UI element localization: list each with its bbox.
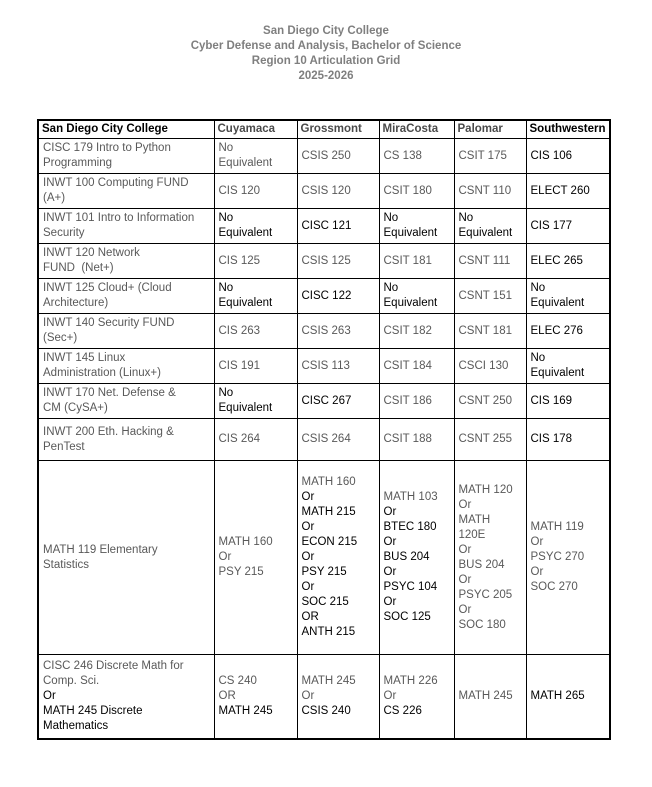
course-text: Or — [458, 573, 472, 586]
course-text: CSNT 255 — [458, 433, 512, 445]
grid-cell — [454, 655, 526, 739]
course-text: OR — [218, 689, 236, 702]
title-line-program: Cyber Defense and Analysis, Bachelor of Science — [190, 40, 462, 52]
course-text: Or — [530, 566, 544, 578]
table-row — [38, 279, 610, 314]
grid-cell — [379, 139, 454, 174]
course-text: PSYC 270 — [530, 551, 585, 563]
course-text: MATH 160 — [218, 536, 273, 548]
grid-cell — [379, 209, 454, 244]
course-text: ELECT 260 — [530, 184, 590, 197]
course-text: SOC 125 — [383, 611, 431, 623]
course-text: No — [218, 282, 234, 294]
course-text: Or — [458, 543, 472, 556]
table-row — [38, 209, 610, 244]
grid-cell — [526, 349, 610, 384]
course-text: CSIT 175 — [458, 149, 507, 162]
grid-cell — [38, 655, 214, 739]
column-header-southwestern: Southwestern — [526, 120, 610, 139]
course-text: INWT 145 Linux — [43, 352, 126, 364]
course-text: MATH — [458, 513, 491, 526]
header-row — [38, 120, 610, 139]
grid-cell — [526, 419, 610, 461]
course-text: Or — [301, 689, 315, 702]
course-text: CISC 121 — [301, 219, 352, 232]
grid-cell — [379, 349, 454, 384]
grid-cell — [214, 139, 297, 174]
grid-cell — [526, 244, 610, 279]
course-text: Or — [301, 491, 315, 503]
course-text: No — [530, 282, 546, 294]
grid-cell — [454, 384, 526, 419]
course-text: Or — [301, 521, 315, 533]
grid-cell — [297, 174, 379, 209]
grid-cell — [214, 461, 297, 655]
column-header-miracosta: MiraCosta — [379, 120, 454, 139]
grid-cell — [526, 174, 610, 209]
course-text: Or — [383, 566, 397, 578]
course-text: CSIS 120 — [301, 184, 351, 197]
grid-cell — [379, 419, 454, 461]
course-text: No — [383, 212, 399, 224]
course-text: INWT 120 Network — [43, 247, 140, 259]
course-text: Equivalent — [383, 227, 438, 239]
course-text: CSCI 130 — [458, 359, 509, 372]
grid-cell — [38, 139, 214, 174]
course-text: CSIT 188 — [383, 433, 432, 445]
grid-cell — [526, 461, 610, 655]
course-text: PenTest — [43, 440, 85, 453]
grid-cell — [38, 461, 214, 655]
course-text: Or — [458, 498, 472, 511]
grid-cell — [38, 209, 214, 244]
grid-cell — [214, 655, 297, 739]
grid-cell — [38, 384, 214, 419]
grid-cell — [214, 384, 297, 419]
course-text: Or — [530, 536, 544, 548]
course-text: INWT 100 Computing FUND — [43, 177, 189, 189]
course-text: CIS 191 — [218, 359, 261, 372]
grid-cell — [526, 384, 610, 419]
course-text: CSNT 250 — [458, 394, 512, 407]
course-text: CIS 120 — [218, 184, 261, 197]
course-text: CSNT 181 — [458, 324, 512, 337]
grid-cell — [454, 349, 526, 384]
course-text: CIS 169 — [530, 394, 573, 407]
course-text: CSIS 250 — [301, 149, 351, 162]
column-header-grossmont: Grossmont — [297, 120, 379, 139]
table-row — [38, 419, 610, 461]
course-text: PSYC 205 — [458, 588, 513, 601]
grid-cell — [526, 314, 610, 349]
course-text: No — [458, 212, 474, 224]
course-text: CSIS 125 — [301, 254, 351, 267]
column-header-san-diego-city-college: San Diego City College — [38, 120, 214, 139]
column-header-cuyamaca: Cuyamaca — [214, 120, 297, 139]
course-text: CISC 122 — [301, 289, 352, 302]
course-text: CSIS 263 — [301, 324, 351, 337]
course-text: OR — [301, 611, 319, 623]
grid-cell — [526, 139, 610, 174]
grid-cell — [38, 244, 214, 279]
grid-cell — [214, 209, 297, 244]
grid-cell — [297, 209, 379, 244]
title-line-grid: Region 10 Articulation Grid — [251, 55, 401, 67]
course-text: MATH 265 — [530, 689, 585, 702]
course-text: Comp. Sci. — [43, 674, 100, 687]
course-text: SOC 180 — [458, 618, 506, 631]
course-text: Architecture) — [43, 297, 109, 309]
course-text: CISC 246 Discrete Math for — [43, 659, 184, 672]
course-text: Or — [383, 596, 397, 608]
course-text: CSIT 181 — [383, 254, 432, 267]
grid-cell — [526, 279, 610, 314]
course-text: CIS 177 — [530, 219, 573, 232]
course-text: CSNT 111 — [458, 254, 511, 267]
grid-cell — [214, 244, 297, 279]
grid-cell — [214, 349, 297, 384]
course-text: Equivalent — [218, 157, 273, 169]
course-text: CSIT 184 — [383, 359, 432, 372]
table-row — [38, 384, 610, 419]
course-text: PSY 215 — [218, 566, 264, 578]
course-text: CIS 178 — [530, 433, 573, 445]
table-row — [38, 174, 610, 209]
grid-cell — [454, 419, 526, 461]
course-text: Equivalent — [218, 227, 273, 239]
course-text: CSNT 110 — [458, 184, 512, 197]
grid-cell — [379, 244, 454, 279]
course-text: MATH 119 Elementary — [43, 543, 158, 556]
grid-cell — [214, 419, 297, 461]
course-text: FUND (Net+) — [43, 262, 114, 274]
course-text: (Sec+) — [43, 332, 78, 344]
grid-cell — [38, 349, 214, 384]
course-text: MATH 226 — [383, 674, 438, 687]
grid-cell — [214, 279, 297, 314]
course-text: ANTH 215 — [301, 626, 356, 638]
course-text: CSIS 240 — [301, 704, 351, 717]
course-text: PSYC 104 — [383, 581, 438, 593]
course-text: Equivalent — [383, 297, 438, 309]
course-text: Equivalent — [458, 227, 513, 239]
table-row — [38, 139, 610, 174]
grid-cell — [526, 209, 610, 244]
course-text: No — [218, 142, 234, 154]
course-text: Or — [383, 506, 397, 518]
title-line-year: 2025-2026 — [298, 70, 354, 82]
grid-cell — [379, 174, 454, 209]
column-header-palomar: Palomar — [454, 120, 526, 139]
course-text: MATH 160 — [301, 476, 356, 488]
articulation-table — [37, 119, 611, 740]
table-row — [38, 461, 610, 655]
course-text: CIS 125 — [218, 254, 261, 267]
course-text: INWT 200 Eth. Hacking & — [43, 425, 174, 438]
course-text: MATH 245 — [218, 704, 273, 717]
grid-cell — [454, 174, 526, 209]
grid-cell — [38, 279, 214, 314]
course-text: Programming — [43, 157, 113, 169]
course-text: No — [218, 387, 234, 399]
course-text: ELEC 276 — [530, 324, 583, 337]
course-text: MATH 245 — [301, 674, 356, 687]
table-row — [38, 349, 610, 384]
course-text: CSNT 151 — [458, 289, 512, 302]
course-text: CSIS 113 — [301, 359, 350, 372]
course-text: Or — [218, 551, 232, 563]
course-text: INWT 140 Security FUND — [43, 317, 175, 329]
course-text: ELEC 265 — [530, 254, 583, 267]
course-text: Or — [383, 536, 397, 548]
course-text: Equivalent — [530, 297, 585, 309]
course-text: BTEC 180 — [383, 521, 437, 533]
articulation-grid-container — [37, 119, 652, 740]
course-text: CS 226 — [383, 704, 422, 717]
grid-cell — [38, 314, 214, 349]
course-text: Mathematics — [43, 719, 109, 732]
grid-cell — [297, 349, 379, 384]
grid-cell — [214, 314, 297, 349]
grid-cell — [297, 279, 379, 314]
course-text: MATH 245 — [458, 689, 513, 702]
course-text: CSIT 186 — [383, 394, 432, 407]
title-line-college: San Diego City College — [263, 25, 389, 37]
document-title — [0, 0, 652, 84]
course-text: ECON 215 — [301, 536, 358, 548]
grid-cell — [379, 314, 454, 349]
grid-cell — [454, 314, 526, 349]
grid-cell — [297, 655, 379, 739]
course-text: INWT 170 Net. Defense & — [43, 387, 176, 399]
course-text: CS 240 — [218, 674, 257, 687]
table-row — [38, 655, 610, 739]
course-text: BUS 204 — [458, 558, 505, 571]
course-text: INWT 101 Intro to Information — [43, 212, 195, 224]
grid-cell — [454, 244, 526, 279]
course-text: CISC 179 Intro to Python — [43, 142, 171, 154]
grid-cell — [214, 174, 297, 209]
course-text: Or — [301, 551, 315, 563]
course-text: MATH 103 — [383, 491, 438, 503]
grid-cell — [379, 279, 454, 314]
course-text: MATH 215 — [301, 506, 356, 518]
course-text: Or — [43, 689, 56, 702]
grid-cell — [297, 139, 379, 174]
course-text: Equivalent — [218, 402, 273, 414]
course-text: Statistics — [43, 558, 90, 571]
course-text: CISC 267 — [301, 394, 352, 407]
course-text: CIS 106 — [530, 149, 573, 162]
grid-cell — [454, 279, 526, 314]
grid-cell — [526, 655, 610, 739]
course-text: CM (CySA+) — [43, 402, 108, 414]
course-text: CSIT 182 — [383, 324, 432, 337]
grid-cell — [297, 244, 379, 279]
grid-cell — [297, 419, 379, 461]
grid-cell — [297, 384, 379, 419]
course-text: (A+) — [43, 192, 66, 204]
course-text: MATH 245 Discrete — [43, 704, 143, 717]
table-row — [38, 244, 610, 279]
grid-cell — [297, 314, 379, 349]
grid-cell — [297, 461, 379, 655]
course-text: Administration (Linux+) — [43, 367, 161, 379]
grid-cell — [379, 461, 454, 655]
course-text: No — [218, 212, 234, 224]
table-row — [38, 314, 610, 349]
course-text: Or — [301, 581, 315, 593]
grid-cell — [379, 384, 454, 419]
course-text: INWT 125 Cloud+ (Cloud — [43, 282, 172, 294]
course-text: 120E — [458, 528, 486, 541]
course-text: Or — [458, 603, 472, 616]
course-text: SOC 215 — [301, 596, 349, 608]
course-text: Or — [383, 689, 397, 702]
course-text: MATH 119 — [530, 521, 584, 533]
course-text: CSIT 180 — [383, 184, 432, 197]
grid-cell — [379, 655, 454, 739]
grid-cell — [454, 461, 526, 655]
course-text: CS 138 — [383, 149, 422, 162]
grid-cell — [38, 174, 214, 209]
grid-cell — [454, 209, 526, 244]
course-text: MATH 120 — [458, 483, 513, 496]
course-text: Equivalent — [218, 297, 273, 309]
course-text: SOC 270 — [530, 581, 578, 593]
course-text: CIS 263 — [218, 324, 261, 337]
course-text: No — [530, 352, 546, 364]
course-text: Security — [43, 227, 85, 239]
course-text: BUS 204 — [383, 551, 430, 563]
course-text: CIS 264 — [218, 433, 261, 445]
course-text: CSIS 264 — [301, 433, 351, 445]
course-text: No — [383, 282, 399, 294]
course-text: PSY 215 — [301, 566, 347, 578]
grid-cell — [38, 419, 214, 461]
course-text: Equivalent — [530, 367, 585, 379]
grid-cell — [454, 139, 526, 174]
